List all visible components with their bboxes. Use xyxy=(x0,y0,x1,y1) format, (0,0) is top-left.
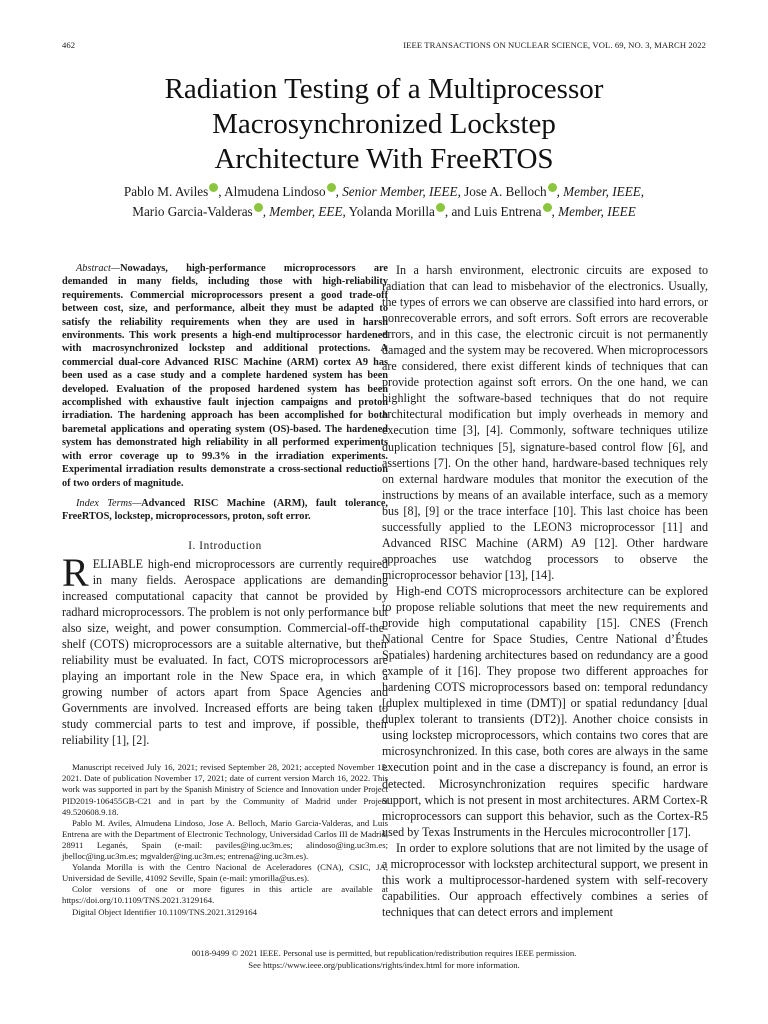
author-line-1 xyxy=(60,182,708,202)
footnote-doi: Digital Object Identifier 10.1109/TNS.2021.3129164 xyxy=(72,906,257,917)
page-number: 462 xyxy=(62,40,76,50)
author-line-2 xyxy=(60,202,708,222)
author-entrena: , and Luis Entrena xyxy=(444,204,542,219)
left-column xyxy=(62,262,388,918)
orcid-icon[interactable] xyxy=(543,203,552,212)
footnote-manuscript: Manuscript received July 16, 2021; revised September 28, 2021; accepted November 15, 2021. Date of publication November 17, 2021; date of current version March 16, 2022. This work was supported in part by the Spanish Ministry of Science and Innovation under Project PID2019-106455GB-C21 and in part by the Community of Madrid under Project 49.520608.9.18. xyxy=(62,762,388,817)
author-list xyxy=(60,182,708,222)
footnotes xyxy=(62,762,388,917)
body-paragraph-2: High-end COTS microprocessors architecture can be explored to propose reliable solutions that meet the new requirements and provide high computational capability [15]. CNES (French National Centre for Space Studies, Centre National d’Études Spatiales) hardening architectures based on redundancy are a good example of it [16]. They propose two different approaches for hardening COTS microprocessors based on: temporal redundancy [duplex multiplexed in time (DMT)] or spatial redundancy [dual duplex tolerant to transients (DT2)]. Another choice consists in using lockstep microprocessors, which contains two cores that are microsynchronized. In this case, both cores are always in the same execution point and in the case a discrepancy is found, an error is detected. Microsynchronization requires specific hardware support, which is not present in most architectures. ARM Cortex-R microprocessors can support this behavior, such as the Cortex-R5 used by Texas Instruments in the Hercules microcontroller [17]. xyxy=(382,583,708,839)
author-morilla: , Yolanda Morilla xyxy=(342,204,435,219)
title-line-3: Architecture With FreeRTOS xyxy=(214,143,554,175)
author-garcia-valderas: Mario Garcia-Valderas xyxy=(132,204,253,219)
copyright-line: 0018-9499 © 2021 IEEE. Personal use is permitted, but republication/redistribution requires IEEE permission. xyxy=(191,948,577,958)
rights-link-line: See https://www.ieee.org/publications/rights/index.html for more information. xyxy=(248,959,520,970)
title-line-1: Radiation Testing of a Multiprocessor xyxy=(164,73,604,105)
running-header: IEEE TRANSACTIONS ON NUCLEAR SCIENCE, VOL. 69, NO. 3, MARCH 2022 xyxy=(403,40,706,50)
abstract-label: Abstract— xyxy=(76,263,121,274)
body-paragraph-3: In order to explore solutions that are not limited by the usage of a microprocessor with lockstep architectural support, we present in this work a multiprocessor-hardened system with self-recovery capabilities. Our approach effectively combines a series of techniques that can detect errors and implement xyxy=(382,840,708,919)
drop-cap: R xyxy=(62,549,89,595)
author-role: , Member, IEEE xyxy=(551,204,636,219)
author-role: , Member, EEE xyxy=(262,204,343,219)
author-role: , Member, IEEE, xyxy=(556,184,645,199)
index-terms-text: Advanced RISC Machine (ARM), fault tolerance, FreeRTOS, lockstep, microprocessors, proton, soft error. xyxy=(62,497,388,523)
orcid-icon[interactable] xyxy=(254,203,263,212)
orcid-icon[interactable] xyxy=(209,183,218,192)
body-paragraph-1: In a harsh environment, electronic circuits are exposed to radiation that can lead to misbehavior of the electronics. Usually, the types of errors we can observe are classified into hard errors, or nonrecoverable errors, and soft errors. Soft errors are recoverable errors, and in this case, the electronic circuit is not permanently damaged and the system may be recovered. When microprocessors are considered, there exist different kinds of techniques that can provide protection against soft errors. On the one hand, we can highlight the software-based techniques that do not require architectural modification but imply overheads in memory and execution time [3], [4]. Commonly, software techniques utilize duplication techniques [5], signature-based control flow [6], and assertions [7]. On the other hand, hardware-based techniques rely on external hardware modules that monitor the execution of the instructions by means of an available interface, such as a memory bus [8], [9] or the trace interface [10]. This last choice has been successfully applied to the LEON3 microprocessor [11] and Advanced RISC Machine (ARM) A9 [12]. Other hardware approaches use watchdog processors to observe the microprocessor behavior [13], [14]. xyxy=(382,263,708,582)
abstract-text: Nowadays, high-performance microprocessors are demanded in many fields, including those with high-reliability requirements. Commercial microprocessors present a good trade-off between cost, size, and performance, albeit they must be adapted to satisfy the reliability requirements when they are used in harsh environments. This work presents a high-end multiprocessor hardened with macrosynchronized lockstep and additional protections. A commercial dual-core Advanced RISC Machine (ARM) cortex A9 has been used as a case study and a complete hardened system has been developed. Evaluation of the proposed hardened system has been accomplished with exhaustive fault injection campaigns and proton irradiation. The hardening approach has been accomplished for both baremetal applications and operating system (OS)-based. The hardened system has demonstrated high reliability in all performed experiments with error coverage up to 99.3% in the irradiation experiments. Experimental irradiation results demonstrate a cross-sectional reduction of two orders of magnitude. xyxy=(62,263,388,489)
footnote-affiliation-uc3m: Pablo M. Aviles, Almudena Lindoso, Jose A. Belloch, Mario Garcia-Valderas, and Luis Entrena are with the Department of Electronic Technology, Universidad Carlos III de Madrid, 28911 Leganés, Spain (e-mail: paviles@ing.uc3m.es; alindoso@ing.uc3m.es; jbelloc@ing.uc3m.es; mgvalder@ing.uc3m.es; entrena@ing.uc3m.es). xyxy=(62,817,388,862)
section-heading-introduction: I. Introduction xyxy=(188,539,262,552)
author-belloch: , Jose A. Belloch xyxy=(457,184,547,199)
orcid-icon[interactable] xyxy=(436,203,445,212)
orcid-icon[interactable] xyxy=(327,183,336,192)
index-terms xyxy=(62,497,388,524)
author-role: , Senior Member, IEEE xyxy=(335,184,458,199)
intro-paragraph-1-text: ELIABLE high-end microprocessors are currently required in many fields. Aerospace applications are demanding increased computational capacity that cannot be provided by radhard microprocessors. The problem is not only performance but also size, weight, and power consumption. Commercial-off-the-shelf (COTS) microprocessors are a suitable alternative, but their reliability must be evaluated. In fact, COTS microprocessors are playing an important role in the New Space era, in which a growing number of actors apart from Space Agencies and Governments are involved. Increased efforts are being taken to study commercial parts to test and improve, if possible, their reliability [1], [2]. xyxy=(62,556,388,748)
author-aviles: Pablo M. Aviles xyxy=(123,184,209,199)
copyright-footer xyxy=(0,948,768,971)
intro-paragraph-1 xyxy=(62,549,388,749)
title-line-2: Macrosynchronized Lockstep xyxy=(212,108,556,140)
author-lindoso: , Almudena Lindoso xyxy=(218,184,326,199)
abstract xyxy=(62,262,388,490)
right-column xyxy=(382,262,708,920)
footnote-affiliation-cna: Yolanda Morilla is with the Centro Nacional de Aceleradores (CNA), CSIC, JA, Universidad de Seville, 41092 Seville, Spain (e-mail: ymorilla@us.es). xyxy=(62,862,388,884)
orcid-icon[interactable] xyxy=(548,183,557,192)
paper-title xyxy=(0,72,768,177)
footnote-color-versions: Color versions of one or more figures in this article are available at https://doi.org/10.1109/TNS.2021.3129164. xyxy=(62,884,388,906)
index-terms-label: Index Terms— xyxy=(76,497,142,509)
